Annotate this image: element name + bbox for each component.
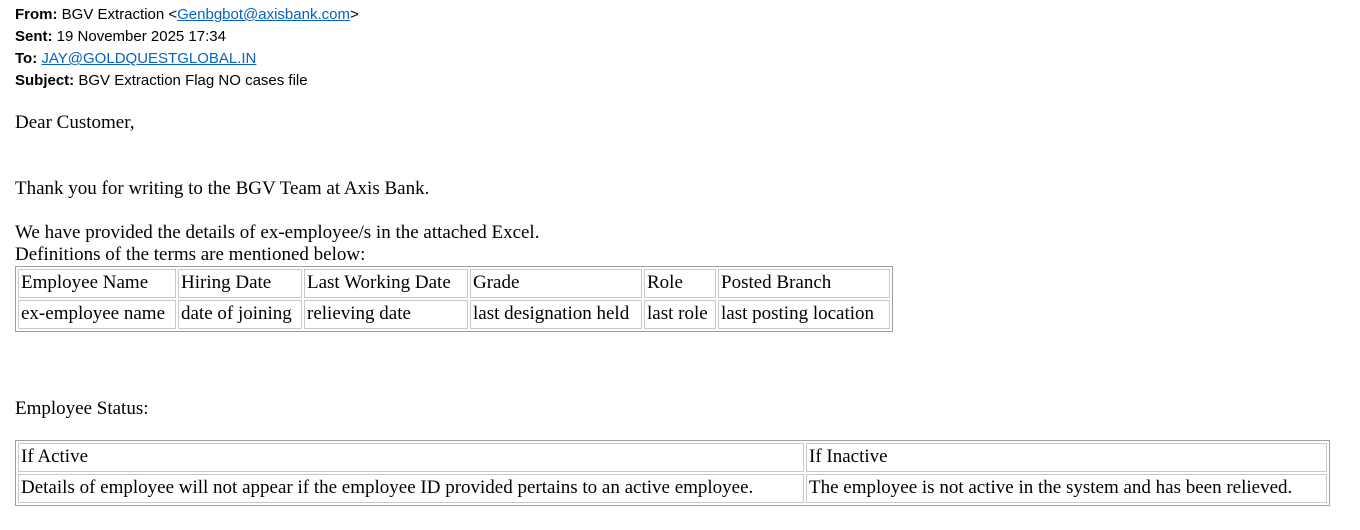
sent-value: 19 November 2025 17:34 [56, 28, 226, 45]
table-cell: last posting location [718, 300, 890, 329]
table-row [18, 443, 1327, 472]
table-cell: Details of employee will not appear if the employee ID provided pertains to an active employee. [18, 474, 804, 503]
table-header-cell: Posted Branch [718, 269, 890, 298]
table-row [18, 474, 1327, 503]
table-header-cell: Role [644, 269, 716, 298]
table-row [18, 269, 890, 298]
table-cell: relieving date [304, 300, 468, 329]
from-row [15, 4, 359, 26]
thanks-paragraph: Thank you for writing to the BGV Team at Axis Bank. [15, 178, 430, 199]
table-header-cell: Employee Name [18, 269, 176, 298]
to-email-link[interactable]: JAY@GOLDQUESTGLOBAL.IN [41, 50, 257, 67]
table-cell: The employee is not active in the system and has been relieved. [806, 474, 1327, 503]
table-header-cell: Hiring Date [178, 269, 302, 298]
table-header-cell: If Active [18, 443, 804, 472]
subject-row [15, 70, 359, 92]
table-cell: last designation held [470, 300, 642, 329]
table-header-cell: Grade [470, 269, 642, 298]
table-header-cell: Last Working Date [304, 269, 468, 298]
from-close: > [349, 6, 359, 23]
sent-row [15, 26, 359, 48]
table-cell: last role [644, 300, 716, 329]
status-table [15, 440, 1330, 506]
from-email-link[interactable]: Genbgbot@axisbank.com [177, 6, 350, 23]
to-row [15, 48, 359, 70]
from-name: BGV Extraction < [61, 6, 178, 23]
subject-value: BGV Extraction Flag NO cases file [78, 72, 308, 89]
definitions-table [15, 266, 893, 332]
table-header-cell: If Inactive [806, 443, 1327, 472]
email-header [15, 4, 359, 92]
greeting: Dear Customer, [15, 112, 135, 133]
subject-label: Subject: [15, 72, 75, 89]
sent-label: Sent: [15, 28, 53, 45]
table-row [18, 300, 890, 329]
provided-paragraph: We have provided the details of ex-employee/s in the attached Excel. [15, 222, 540, 243]
table-cell: ex-employee name [18, 300, 176, 329]
from-label: From: [15, 6, 58, 23]
definitions-intro: Definitions of the terms are mentioned below: [15, 244, 366, 265]
table-cell: date of joining [178, 300, 302, 329]
status-heading: Employee Status: [15, 398, 149, 419]
to-label: To: [15, 50, 38, 67]
